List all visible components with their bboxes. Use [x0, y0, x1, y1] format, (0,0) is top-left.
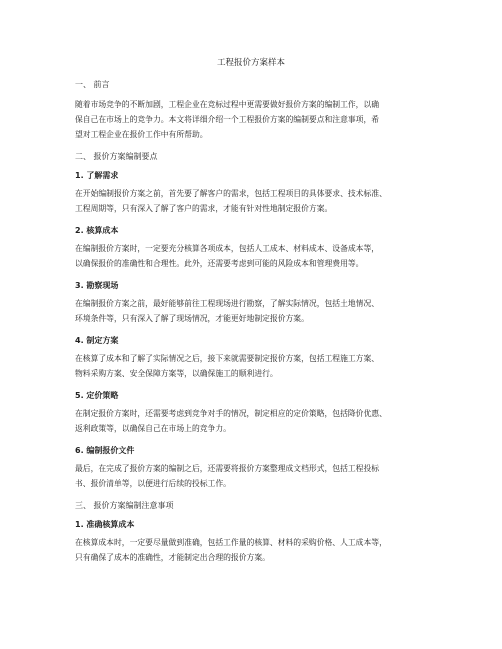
subheading-make-plan: 4. 制定方案: [75, 336, 119, 345]
subheading-accurate-costing: 1. 准确核算成本: [75, 520, 135, 529]
paragraph-line: 返利政策等，以确保自己在市场上的竞争力。: [75, 424, 231, 433]
paragraph-accurate-costing: [75, 535, 430, 565]
paragraph-line: 书、报价清单等，以便进行后续的投标工作。: [75, 479, 231, 488]
subheading-cost-accounting: 2. 核算成本: [75, 226, 119, 235]
paragraph-line: 以确保报价的准确性和合理性。此外，还需要考虑到可能的风险成本和管理费用等。: [75, 259, 364, 268]
paragraph-cost-accounting: [75, 241, 430, 271]
paragraph-site-survey: [75, 296, 430, 326]
document-title: 工程报价方案样本: [216, 58, 285, 68]
subheading-site-survey: 3. 勘察现场: [75, 281, 119, 290]
paragraph-line: 物料采购方案、安全保障方案等，以确保施工的顺利进行。: [75, 369, 278, 378]
paragraph-make-plan: [75, 351, 430, 381]
subheading-understand-needs: 1. 了解需求: [75, 171, 119, 180]
subheading-quote-documents: 6. 编制报价文件: [75, 446, 135, 455]
paragraph-quote-documents: [75, 461, 430, 491]
paragraph-line: 工程周期等，只有深入了解了客户的需求，才能有针对性地制定报价方案。: [75, 204, 333, 213]
paragraph-line: 在编制报价方案时，一定要充分核算各项成本，包括人工成本、材料成本、设备成本等，: [75, 244, 380, 253]
paragraph-line: 在开始编制报价方案之前，首先要了解客户的需求，包括工程项目的具体要求、技术标准、: [75, 189, 387, 198]
paragraph-line: 在制定报价方案时，还需要考虑到竞争对手的情况，制定相应的定价策略，包括降价优惠、: [75, 409, 387, 418]
paragraph-line: 在核算了成本和了解了实际情况之后，接下来就需要制定报价方案，包括工程施工方案、: [75, 354, 380, 363]
paragraph-line: 在核算成本时，一定要尽量做到准确，包括工作量的核算、材料的采购价格、人工成本等，: [75, 538, 387, 547]
paragraph-line: 望对工程企业在报价工作中有所帮助。: [75, 130, 208, 139]
paragraph-line: 最后，在完成了报价方案的编制之后，还需要将报价方案整理成文档形式，包括工程投标: [75, 464, 380, 473]
paragraph-line: 保自己在市场上的竞争力。本文将详细介绍一个工程报价方案的编制要点和注意事项，希: [75, 115, 380, 124]
paragraph-line: 只有确保了成本的准确性，才能制定出合理的报价方案。: [75, 553, 270, 562]
paragraph-line: 随着市场竞争的不断加剧，工程企业在竞标过程中更需要做好报价方案的编制工作，以确: [75, 100, 380, 109]
paragraph-pricing-strategy: [75, 406, 430, 436]
paragraph-line: 在编制报价方案之前，最好能够前往工程现场进行勘察，了解实际情况，包括土地情况、: [75, 299, 380, 308]
paragraph-line: 环境条件等，只有深入了解了现场情况，才能更好地制定报价方案。: [75, 314, 309, 323]
section-heading-notes: 三、 报价方案编制注意事项: [75, 501, 174, 510]
paragraph-understand-needs: [75, 186, 430, 216]
intro-paragraph: [75, 97, 430, 142]
section-heading-intro: 一、 前言: [75, 80, 110, 89]
section-heading-points: 二、 报价方案编制要点: [75, 152, 158, 161]
subheading-pricing-strategy: 5. 定价策略: [75, 391, 119, 400]
